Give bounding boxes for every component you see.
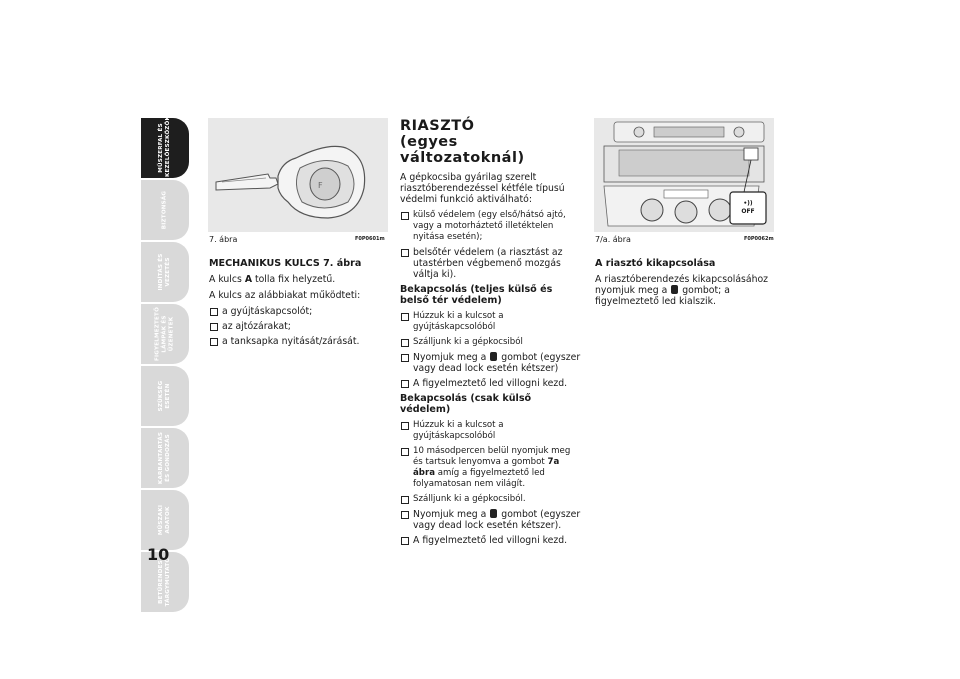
mechanical-key-heading: MECHANIKUS KULCS 7. ábra bbox=[209, 258, 362, 269]
list-item: Szálljunk ki a gépkocsiból. bbox=[400, 494, 582, 505]
tab-szukseg[interactable]: SZÜKSÉG ESETÉN bbox=[141, 366, 189, 426]
lock-button-icon bbox=[490, 352, 497, 361]
section1-title: Bekapcsolás (teljes külső és belső tér védelem) bbox=[400, 284, 553, 306]
list-item: a tanksapka nyitását/zárását. bbox=[209, 336, 389, 347]
alarm-title: RIASZTÓ bbox=[400, 118, 475, 134]
list-item: Húzzuk ki a kulcsot a gyújtáskapcsolóból bbox=[400, 420, 582, 442]
dashboard-figure bbox=[594, 118, 774, 232]
list-item: 10 másodpercen belül nyomjuk meg és tartsuk lenyomva a gombot 7a ábra amíg a figyelmeztető led folyamatosan nem világít. bbox=[400, 446, 582, 490]
alarm-off-icon bbox=[671, 285, 678, 294]
list-item: Szálljunk ki a gépkocsiból bbox=[400, 337, 582, 348]
svg-text:F: F bbox=[318, 181, 323, 190]
list-item: A figyelmeztető led villogni kezd. bbox=[400, 535, 582, 546]
fig7a-code: F0P0062m bbox=[744, 236, 774, 242]
key-figure bbox=[208, 118, 388, 232]
list-item: Nyomjuk meg a gombot (egyszer vagy dead lock esetén kétszer) bbox=[400, 352, 582, 374]
alarm-column bbox=[400, 118, 582, 550]
section2-title: Bekapcsolás (csak külső védelem) bbox=[400, 393, 532, 415]
list-item: A figyelmeztető led villogni kezd. bbox=[400, 378, 582, 389]
list-item: külső védelem (egy első/hátsó ajtó, vagy a motorháztető illetéktelen nyitása esetén); bbox=[400, 210, 582, 243]
tab-figyelmezteto[interactable]: FIGYELMEZTETŐ LÁMPÁK ÉS ÜZENETEK bbox=[141, 304, 189, 364]
tab-biztonsag[interactable]: BIZTONSÁG bbox=[141, 180, 189, 240]
list-item: az ajtózárakat; bbox=[209, 321, 389, 332]
fig7-caption: 7. ábra bbox=[209, 235, 238, 244]
disarm-text: A riasztóberendezés kikapcsolásához nyomjuk meg a gombot; a figyelmeztető led kialszik. bbox=[595, 274, 769, 307]
tab-karbantartas[interactable]: KARBANTARTÁS ÉS GONDOZÁS bbox=[141, 428, 189, 488]
list-item: Húzzuk ki a kulcsot a gyújtáskapcsolóból bbox=[400, 311, 582, 333]
tab-targymutato[interactable]: BETŰRENDES TÁRGYMUTATÓ bbox=[141, 552, 189, 612]
key-blade-text: A kulcs A tolla fix helyzetű. bbox=[209, 274, 336, 285]
list-item: Nyomjuk meg a gombot (egyszer vagy dead lock esetén kétszer). bbox=[400, 509, 582, 531]
fig7-code: F0P0601m bbox=[355, 236, 385, 242]
key-illustration bbox=[208, 118, 388, 232]
disarm-heading: A riasztó kikapcsolása bbox=[595, 258, 716, 269]
tab-inditas[interactable]: INDÍTÁS ÉS VEZETÉS bbox=[141, 242, 189, 302]
page-number: 10 bbox=[147, 545, 170, 564]
lock-button-icon bbox=[490, 509, 497, 518]
fig7a-caption: 7/a. ábra bbox=[595, 235, 631, 244]
tab-muszerfal[interactable]: MŰSZERFAL ÉS KEZELŐESZKÖZÖK bbox=[141, 118, 189, 178]
alarm-subtitle: (egyes változatoknál) bbox=[400, 134, 525, 166]
key-operates-text: A kulcs az alábbiakat működteti: bbox=[209, 290, 361, 301]
tab-muszaki[interactable]: MŰSZAKI ADATOK bbox=[141, 490, 189, 550]
alarm-off-button[interactable]: •)) OFF bbox=[741, 200, 755, 215]
alarm-intro: A gépkocsiba gyárilag szerelt riasztóberendezéssel kétféle típusú védelmi funkció aktiválható: bbox=[400, 172, 565, 205]
list-item: a gyújtáskapcsolót; bbox=[209, 306, 389, 317]
disarm-column bbox=[595, 258, 775, 312]
left-column bbox=[209, 258, 389, 351]
alarm-signal-icon: •)) bbox=[743, 200, 753, 207]
chapter-tabs bbox=[141, 115, 189, 614]
list-item: belsőtér védelem (a riasztást az utastérben végbemenő mozgás váltja ki). bbox=[400, 247, 582, 280]
